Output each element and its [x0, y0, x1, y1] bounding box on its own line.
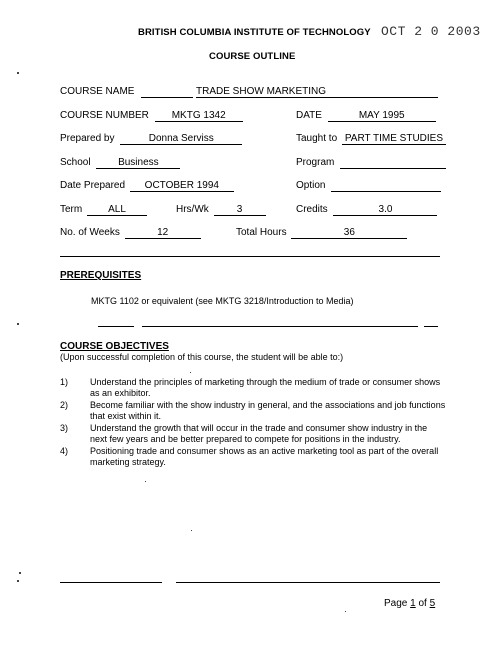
- credits-row: [296, 204, 437, 216]
- hrs-wk-label: Hrs/Wk: [176, 204, 209, 215]
- document-title: COURSE OUTLINE: [209, 51, 296, 62]
- credits-value: 3.0: [333, 204, 437, 216]
- term-value: ALL: [87, 204, 147, 216]
- course-number-row: [60, 110, 243, 122]
- program-row: [296, 157, 446, 169]
- prepared-by-row: [60, 133, 242, 145]
- term-row: [60, 204, 147, 216]
- program-value: [340, 157, 446, 169]
- weeks-value: 12: [125, 227, 201, 239]
- scan-speck: [17, 580, 19, 582]
- objective-item: [60, 423, 450, 444]
- prerequisites-text: MKTG 1102 or equivalent (see MKTG 3218/Introduction to Media): [91, 296, 354, 306]
- credits-label: Credits: [296, 204, 328, 215]
- taught-to-label: Taught to: [296, 133, 338, 144]
- objectives-heading: COURSE OBJECTIVES: [60, 341, 169, 352]
- objective-text: Understand the principles of marketing through the medium of trade or consumer shows as an exhibitor.: [90, 377, 441, 398]
- taught-to-value: PART TIME STUDIES: [342, 133, 446, 145]
- total-hours-row: [236, 227, 407, 239]
- date-value: MAY 1995: [328, 110, 436, 122]
- weeks-row: [60, 227, 201, 239]
- objective-text: Understand the growth that will occur in the trade and consumer show industry in the next few years and be better prepared to compete for positions in the industry.: [90, 423, 428, 444]
- scan-speck: [345, 611, 346, 612]
- objective-number: 3): [60, 423, 69, 433]
- prepared-by-value: Donna Serviss: [120, 133, 242, 145]
- total-hours-label: Total Hours: [236, 227, 287, 238]
- objective-item: [60, 446, 450, 467]
- course-number-label: COURSE NUMBER: [60, 110, 149, 121]
- objective-number: 2): [60, 400, 69, 410]
- dash-divider-3: [424, 326, 438, 327]
- taught-to-row: [296, 133, 446, 145]
- page-current: 1: [410, 598, 416, 609]
- dash-divider-2: [142, 326, 418, 327]
- date-stamp: OCT 2 0 2003: [381, 24, 481, 39]
- date-label: DATE: [296, 110, 322, 121]
- page-total: 5: [429, 598, 436, 609]
- objective-number: 1): [60, 377, 69, 387]
- objectives-intro: (Upon successful completion of this course, the student will be able to:): [60, 352, 344, 362]
- objective-number: 4): [60, 446, 69, 456]
- objective-text: Positioning trade and consumer shows as an active marketing tool as part of the overall marketing strategy.: [90, 446, 439, 467]
- scan-speck: [145, 481, 146, 482]
- school-label: School: [60, 157, 91, 168]
- scan-speck: [191, 530, 192, 531]
- page-number: [384, 598, 435, 609]
- objective-text: Become familiar with the show industry in general, and the associations and job functions that exist within it.: [90, 400, 446, 421]
- objective-item: [60, 400, 450, 421]
- prerequisites-heading: PREREQUISITES: [60, 270, 142, 281]
- date-prepared-value: OCTOBER 1994: [130, 180, 234, 192]
- course-number-value: MKTG 1342: [155, 110, 243, 122]
- date-row: [296, 110, 436, 122]
- date-prepared-row: [60, 180, 234, 192]
- footer-rule-right: [176, 582, 440, 583]
- date-prepared-label: Date Prepared: [60, 180, 126, 191]
- footer-rule-left: [60, 582, 162, 583]
- total-hours-value: 36: [291, 227, 407, 239]
- of-label: of: [418, 598, 427, 609]
- course-name-value: TRADE SHOW MARKETING: [196, 86, 438, 98]
- dash-divider-1: [98, 326, 134, 327]
- objective-item: [60, 377, 450, 398]
- course-name-label: COURSE NAME: [60, 86, 135, 97]
- prepared-by-label: Prepared by: [60, 133, 115, 144]
- option-label: Option: [296, 180, 326, 191]
- page-label: Page: [384, 598, 408, 609]
- hrs-wk-row: [176, 204, 266, 216]
- school-row: [60, 157, 180, 169]
- scan-speck: [190, 372, 191, 373]
- program-label: Program: [296, 157, 335, 168]
- option-row: [296, 180, 441, 192]
- school-value: Business: [96, 157, 180, 169]
- hrs-wk-value: 3: [214, 204, 266, 216]
- course-name-blank: [141, 86, 193, 98]
- scan-speck: [17, 72, 19, 74]
- course-name-row: [60, 86, 438, 98]
- section-divider: [60, 256, 440, 257]
- weeks-label: No. of Weeks: [60, 227, 120, 238]
- option-value: [331, 180, 441, 192]
- scan-speck: [19, 572, 21, 574]
- institute-name: BRITISH COLUMBIA INSTITUTE OF TECHNOLOGY: [138, 27, 371, 38]
- term-label: Term: [60, 204, 83, 215]
- scan-speck: [17, 323, 19, 325]
